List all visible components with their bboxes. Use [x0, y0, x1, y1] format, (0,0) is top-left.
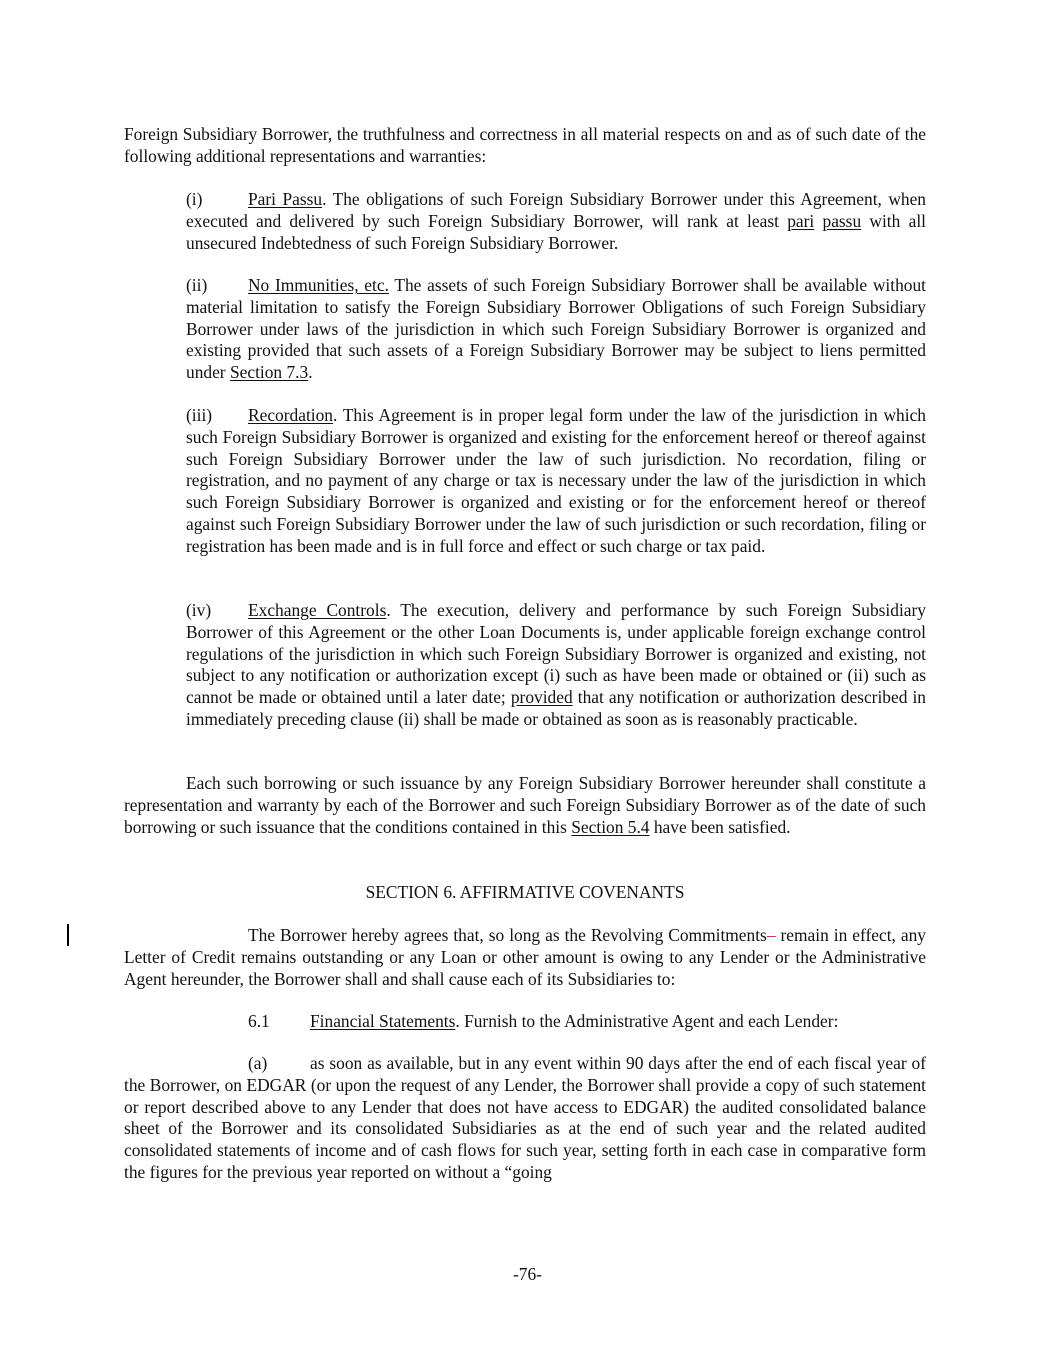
item-body: . This Agreement is in proper legal form under the law of the jurisdiction in which such Foreign Subsidiary Borrower is organized and existing for the enforcement hereof or thereof against such Foreign Subsidiary Borrower under the law of such jurisdiction. No recordation, filing or registration, and no payment of any charge or tax is necessary under the law of the jurisdiction in which such Foreign Subsidiary Borrower is organized and existing or for the enforcement hereof or thereof against such Foreign Subsidiary Borrower under the law of such jurisdiction or such recordation, filing or registration has been made and is in full force and effect or such charge or tax paid.	[186, 405, 926, 556]
intro-paragraph: Foreign Subsidiary Borrower, the truthfulness and correctness in all material respects on and as of such date of the following additional representations and warranties:	[124, 124, 926, 166]
item-title: No Immunities, etc.	[248, 275, 389, 295]
page-number: -76-	[513, 1264, 542, 1284]
item-number: (iv)	[186, 600, 212, 620]
item-body-end: with all unsecured Indebtedness of such Foreign Subsidiary Borrower.	[186, 210, 926, 253]
item-number: (i)	[186, 189, 203, 209]
subsection-number: 6.1	[248, 1011, 270, 1031]
item-recordation	[186, 405, 926, 558]
item-body: The assets of such Foreign Subsidiary Borrower shall be available without material limitation to satisfy the Foreign Subsidiary Borrower Obligations of such Foreign Subsidiary Borrower under laws of the jurisdiction in which such Foreign Subsidiary Borrower is organized and existing provided that such assets of a Foreign Subsidiary Borrower may be subject to liens permitted under	[186, 275, 926, 383]
term-pari: pari	[787, 210, 815, 231]
section-heading: SECTION 6. AFFIRMATIVE COVENANTS	[365, 882, 685, 902]
section-reference: Section 5.4	[571, 816, 650, 837]
term-passu: passu	[822, 210, 862, 231]
item-title: Exchange Controls	[248, 600, 387, 620]
subsection-6-1	[124, 1011, 926, 1033]
subsection-body: . Furnish to the Administrative Agent and each Lender:	[455, 1011, 839, 1031]
item-title: Pari Passu	[248, 189, 323, 209]
item-body: . The execution, delivery and performance by such Foreign Subsidiary Borrower of this Agreement or the other Loan Documents is, under applicable foreign exchange control regulations of the jurisdiction in which such Foreign Subsidiary Borrower is organized and existing, not subject to any notification or authorization except (i) such as have been made or obtained or (ii) such as cannot be made or obtained until a later date;	[186, 600, 926, 708]
item-number: (ii)	[186, 275, 208, 295]
item-pari-passu	[186, 189, 926, 254]
item-body-end: .	[308, 362, 313, 383]
item-body: . The obligations of such Foreign Subsidiary Borrower under this Agreement, when executed and delivered by such Foreign Subsidiary Borrower, will rank at least	[186, 189, 926, 231]
clause-a	[124, 1053, 926, 1184]
section-reference: Section 7.3	[229, 362, 309, 383]
item-number: (iii)	[186, 405, 213, 425]
item-exchange-controls	[186, 600, 926, 731]
item-title: Recordation	[248, 405, 333, 425]
closing-paragraph: Each such borrowing or such issuance by any Foreign Subsidiary Borrower hereunder shall constitute a representation and warranty by each of the Borrower and such Foreign Subsidiary Borrower as of the date of such borrowing or such issuance that the conditions contained in this Section 5.4 have been satisfied.	[124, 773, 926, 837]
item-body-end: that any notification or authorization described in immediately preceding clause (ii) shall be made or obtained as soon as is reasonably practicable.	[186, 687, 926, 729]
revision-mark: –	[766, 925, 776, 945]
section-intro-paragraph: The Borrower hereby agrees that, so long as the Revolving Commitments– remain in effect, any Letter of Credit remains outstanding or any Loan or other amount is owing to any Lender or the Administrative Agent hereunder, the Borrower shall and shall cause each of its Subsidiaries to:	[124, 925, 926, 989]
revision-change-bar	[67, 924, 69, 946]
subsection-title: Financial Statements	[310, 1011, 456, 1031]
clause-number: (a)	[248, 1053, 268, 1073]
term-provided: provided	[510, 687, 573, 708]
item-no-immunities	[186, 275, 926, 384]
clause-body: as soon as available, but in any event within 90 days after the end of each fiscal year of the Borrower, on EDGAR (or upon the request of any Lender, the Borrower shall provide a copy of such statement or report described above to any Lender that does not have access to EDGAR) the audited consolidated balance sheet of the Borrower and its consolidated Subsidiaries as at the end of such year and the related audited consolidated statements of income and of cash flows for such year, setting forth in each case in comparative form the figures for the previous year reported on without a “going	[124, 1053, 926, 1182]
